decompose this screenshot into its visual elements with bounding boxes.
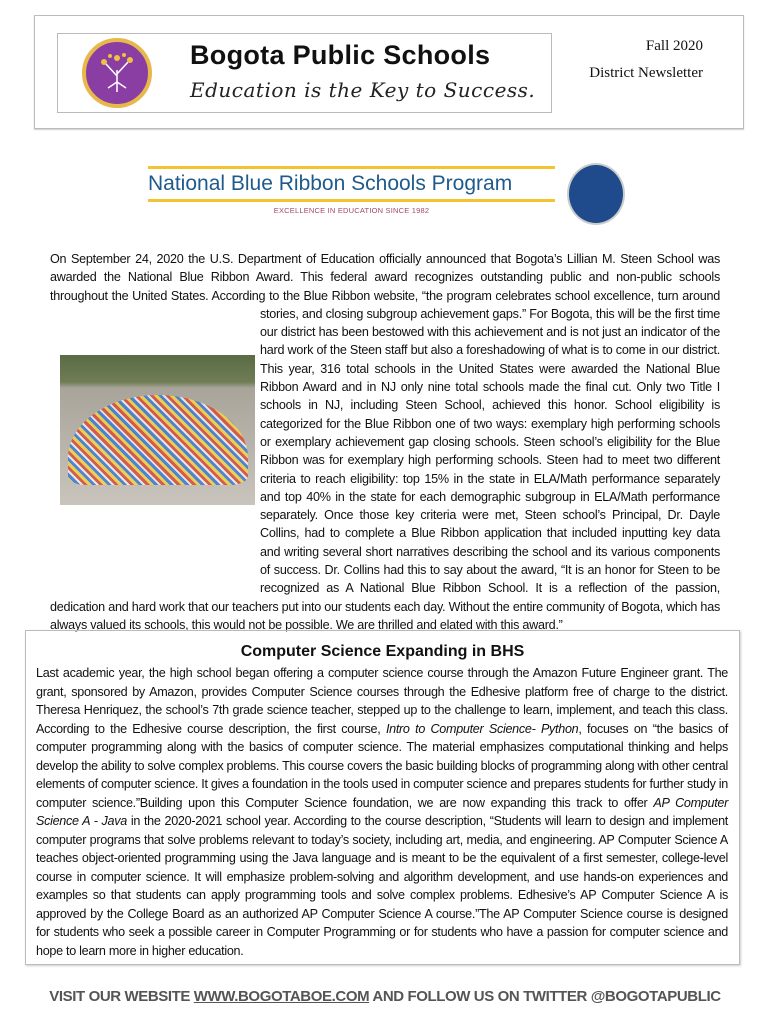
body-text: , focuses on “the basics of computer programming along with the basics of computer science. The material emphasizes computational thinking and helps develop the ability to solve complex problems. This course covers the basic building blocks of programming along with other central elements of computer science. It gives a foundation in the tools used in computer science and prepares students for further study in computer science.”Building upon this Computer Science foundation, we are now expanding this track to offer [36, 721, 728, 810]
students-crowd [68, 395, 248, 485]
blue-ribbon-subtitle: EXCELLENCE IN EDUCATION SINCE 1982 [273, 206, 430, 215]
student-group-photo [60, 355, 255, 505]
website-link[interactable]: WWW.BOGOTABOE.COM [193, 988, 370, 1005]
footer-banner [40, 988, 730, 1005]
issue-season: Fall 2020 [645, 38, 703, 54]
newsletter-title: District Newsletter [589, 65, 703, 81]
article-title: Computer Science Expanding in BHS [240, 643, 525, 660]
article-body [36, 664, 728, 960]
district-tagline: Education is the Key to Success. [190, 78, 536, 102]
blue-ribbon-article-text: On September 24, 2020 the U.S. Department of Education officially announced that Bogota’s Lillian M. Steen School was awarded the National Blue Ribbon Award. This federal award recognizes outstanding public and non-public schools throughout the United States. According to the Blue Ribbon website, “the program celebrates school excellence, turn around stories, and closing subgroup achievement gaps.” For Bogota, this will be the first time our district has been bestowed with this achievement and is not just an indicator of the hard work of the Steen staff but also a foreshadowing of what is to come in our district. This year, 316 total schools in the United States were awarded the National Blue Ribbon Award and in NJ only nine total schools made the final cut. Only two Title I schools in NJ, including Steen School, achieved this honor. School eligibility is categorized for the Blue Ribbon one of two ways: exemplary high performing schools or exemplary achievement gap closing schools. Steen school’s eligibility for the Blue Ribbon was for exemplary high performing schools. Steen had to meet two different criteria to reach eligibility: top 15% in the state in ELA/Math performance separately and top 40% in the state for each demographic subgroup in ELA/Math performance separately. Once those key criteria were met, Steen school’s Principal, Dr. Dayle Collins, had to complete a Blue Ribbon application that included inputting key data and writing several short narratives describing the school and its various components of success. Dr. Collins had this to say about the award, “It is an honor for Steen to be recognized as A National Blue Ribbon School. It is a reflection of the passion, dedication and hard work that our teachers put into our students each day. Without the entire community of Bogota, which has always valued its schools, this would not be possible. We are thrilled and elated with this award.” [50, 252, 720, 632]
footer-text: VISIT OUR WEBSITE [49, 988, 194, 1005]
blue-ribbon-title: National Blue Ribbon Schools Program [148, 172, 513, 195]
blue-ribbon-banner [148, 166, 555, 215]
body-text: in the 2020-2021 school year. According to the course description, “Students will learn to design and implement computer programs that solve problems relevant to today’s society, including art, media, and engineering. AP Computer Science A teaches object-oriented programming using the Java language and is meant to be the equivalent of a first semester, college-level course in computer science. It will emphasize problem-solving and algorithm development, and use hands-on experiences and examples so that students can apply programming tools and solve complex problems. Edhesive’s AP Computer Science A is approved by the College Board as an authorized AP Computer Science A course.”The AP Computer Science course is designed for students who seek a possible career in Computer Programming or for students who have a passion for computer science and hope to learn more in higher education. [36, 814, 728, 958]
footer-text: AND FOLLOW US ON TWITTER @BOGOTAPUBLIC [369, 988, 721, 1005]
us-department-education-seal-icon [567, 163, 625, 225]
banner-rule [148, 199, 555, 202]
district-name: Bogota Public Schools [190, 40, 491, 70]
computer-science-article [25, 630, 740, 965]
newsletter-header [34, 15, 744, 129]
course-name: Intro to Computer Science- Python [385, 721, 579, 736]
district-logo-banner [57, 33, 552, 113]
course-name: AP Computer Science A - Java [36, 795, 729, 828]
district-seal-icon [82, 38, 152, 108]
body-text: Last academic year, the high school began offering a computer science course through the Amazon Future Engineer grant. The grant, sponsored by Amazon, provides Computer Science courses through the Edhesive platform free of charge to the district. Theresa Henriquez, the school’s 7th grade science teacher, stepped up to the challenge to learn, implement, and teach this class. According to the Edhesive course description, the first course, [36, 666, 728, 736]
